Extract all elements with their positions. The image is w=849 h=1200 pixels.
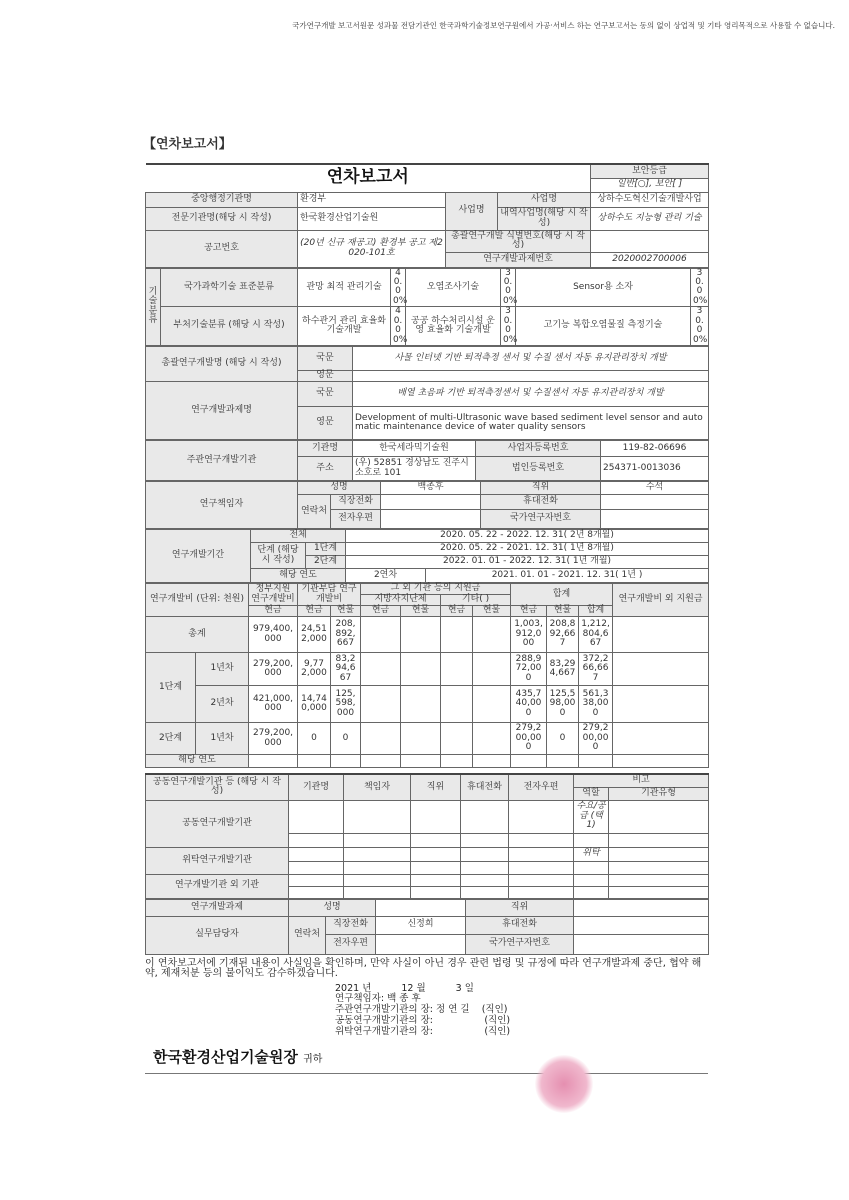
empty-cell — [509, 886, 574, 898]
subprogram-label: 내역사업명(해당 시 작성) — [498, 207, 591, 230]
empty-cell — [289, 886, 344, 898]
annual-report-form — [145, 163, 708, 1074]
empty-cell — [344, 833, 411, 847]
budget-stage: 1단계 — [146, 653, 196, 723]
official-seal-stamp — [535, 1055, 593, 1113]
empty-cell — [461, 833, 509, 847]
signer-pi: 연구책임자: 백 종 후 — [335, 993, 421, 1005]
empty-cell — [401, 723, 441, 755]
addressee-suffix: 귀하 — [303, 1054, 323, 1066]
budget-table — [145, 583, 709, 768]
lead-org-table — [145, 440, 709, 481]
empty-cell — [411, 833, 461, 847]
sum-total: 561,338,000 — [579, 686, 613, 723]
budget-year: 1년차 — [196, 653, 249, 686]
empty-cell — [461, 800, 509, 833]
program-sub-label: 사업명 — [498, 192, 591, 207]
inkind-header: 현물 — [401, 606, 441, 617]
staff-project-label: 연구개발과제 — [146, 899, 289, 916]
joint-col: 전자우편 — [509, 774, 574, 800]
outside-org-label: 연구개발기관 외 기관 — [146, 874, 289, 898]
signature-block — [335, 984, 708, 1039]
tech-item: 관망 최적 관리기술 — [298, 268, 391, 307]
staff-label: 실무담당자 — [146, 916, 289, 954]
org-cash: 0 — [298, 723, 331, 755]
date-day: 3 일 — [455, 982, 474, 994]
corpno-value: 254371-0013036 — [601, 457, 709, 481]
tech-pct: 30.00% — [691, 307, 709, 346]
form-title: 연차보고서 — [146, 164, 591, 192]
staff-researcher-no-value — [574, 934, 709, 954]
empty-cell — [609, 861, 709, 874]
pi-name-value: 백종후 — [381, 482, 481, 495]
org-inkind: 0 — [331, 723, 361, 755]
pi-table — [145, 481, 709, 529]
sum-total: 1,212,804,667 — [579, 617, 613, 653]
org-inkind: 83,294,667 — [331, 653, 361, 686]
signer-joint: 공동연구개발기관의 장: — [335, 1015, 433, 1027]
empty-cell — [361, 755, 401, 768]
date-year: 2021 년 — [335, 982, 372, 994]
gov-cash: 421,000,000 — [249, 686, 298, 723]
extra-label: 연구개발비 외 지원금 — [613, 584, 709, 617]
kor-label: 국문 — [298, 382, 353, 407]
tech-row-label: 부처기술분류 (해당 시 작성) — [161, 307, 298, 346]
empty-cell — [473, 723, 511, 755]
role-label: 역할 — [574, 787, 609, 800]
bottom-divider — [145, 1073, 708, 1074]
empty-cell — [473, 617, 511, 653]
empty-cell — [289, 874, 344, 886]
project-title-label: 연구개발과제명 — [146, 382, 298, 440]
empty-cell — [473, 653, 511, 686]
empty-cell — [547, 755, 579, 768]
eng-label: 영문 — [298, 371, 353, 382]
empty-cell — [361, 686, 401, 723]
tech-pct: 30.00% — [501, 268, 516, 307]
kor-label: 국문 — [298, 347, 353, 371]
program-value: 상하수도혁신기술개발사업 — [591, 192, 709, 207]
pi-name-label: 성명 — [298, 482, 381, 495]
empty-cell — [441, 723, 473, 755]
joint-label: 공동연구개발기관 등 (해당 시 작성) — [146, 774, 289, 800]
sum-inkind: 208,892,667 — [547, 617, 579, 653]
inkind-header: 현물 — [547, 606, 579, 617]
seal-text: (직인) — [484, 1015, 511, 1027]
pi-researcher-no-value — [601, 510, 709, 529]
budget-label: 연구개발비 (단위: 천원) — [146, 584, 249, 617]
gov-cash: 279,200,000 — [249, 653, 298, 686]
empty-cell — [401, 617, 441, 653]
empty-cell — [574, 874, 609, 886]
budget-row — [146, 723, 709, 755]
project-title-kor: 배열 초음파 기반 퇴적측정센서 및 수질센서 자동 유지관리장치 개발 — [353, 382, 709, 407]
project-title-eng: Development of multi-Ultrasonic wave based sediment level sensor and automatic maintenance device of water quality sensors — [353, 407, 709, 440]
titles-table — [145, 346, 709, 440]
empty-cell — [461, 874, 509, 886]
sum-label: 합계 — [511, 584, 613, 606]
org-inkind: 125,598,000 — [331, 686, 361, 723]
joint-org-label: 공동연구개발기관 — [146, 800, 289, 847]
addressee-name: 한국환경산업기술원장 — [153, 1048, 298, 1067]
period-stage2-label: 2단계 — [306, 556, 346, 569]
empty-cell — [289, 833, 344, 847]
bizno-label: 사업자등록번호 — [476, 441, 601, 457]
empty-cell — [441, 617, 473, 653]
program-label: 사업명 — [446, 192, 498, 230]
empty-cell — [441, 755, 473, 768]
empty-cell — [511, 755, 547, 768]
budget-current-label: 해당 연도 — [146, 755, 249, 768]
joint-col: 직위 — [411, 774, 461, 800]
eng-label: 영문 — [298, 407, 353, 440]
period-label: 연구개발기간 — [146, 530, 251, 583]
period-total-value: 2020. 05. 22 - 2022. 12. 31( 2년 8개월) — [346, 530, 709, 543]
empty-cell — [613, 723, 709, 755]
empty-cell — [609, 800, 709, 833]
sum-total: 372,266,667 — [579, 653, 613, 686]
pi-researcher-no-label: 국가연구자번호 — [481, 510, 601, 529]
inkind-header: 현물 — [331, 606, 361, 617]
staff-office-phone-value: 신정희 — [376, 916, 466, 934]
overall-title-kor: 사물 인터넷 기반 퇴적측정 센서 및 수질 센서 자동 유지관리장치 개발 — [353, 347, 709, 371]
empty-cell — [509, 847, 574, 861]
period-total-label: 전체 — [251, 530, 346, 543]
staff-email-value — [376, 934, 466, 954]
empty-cell — [249, 755, 298, 768]
empty-cell — [609, 833, 709, 847]
empty-cell — [509, 833, 574, 847]
overall-id-value — [591, 230, 709, 252]
pi-email-label: 전자우편 — [331, 510, 381, 529]
pi-position-value: 수석 — [601, 482, 709, 495]
seal-text: (직인) — [484, 1026, 511, 1038]
empty-cell — [473, 686, 511, 723]
sum-cash: 288,972,000 — [511, 653, 547, 686]
addressee — [153, 1046, 708, 1067]
empty-cell — [289, 861, 344, 874]
empty-cell — [441, 686, 473, 723]
period-stage2-value: 2022. 01. 01 - 2022. 12. 31( 1년 개월) — [346, 556, 709, 569]
staff-email-label: 전자우편 — [326, 934, 376, 954]
staff-contact-label: 연락처 — [289, 916, 326, 954]
staff-researcher-no-label: 국가연구자번호 — [466, 934, 574, 954]
empty-cell — [344, 861, 411, 874]
empty-cell — [574, 886, 609, 898]
period-current-year: 2연차 — [346, 569, 426, 583]
budget-row-total — [146, 617, 709, 653]
empty-cell — [401, 653, 441, 686]
empty-cell — [411, 874, 461, 886]
sum-cash: 435,740,000 — [511, 686, 547, 723]
period-current-value: 2021. 01. 01 - 2021. 12. 31( 1년 ) — [426, 569, 709, 583]
agency-label: 전문기관명(해당 시 작성) — [146, 207, 298, 230]
address-label: 주소 — [298, 457, 353, 481]
tech-group-label: 기술분류 — [146, 268, 161, 346]
period-current-label: 해당 연도 — [251, 569, 346, 583]
joint-col: 휴대전화 — [461, 774, 509, 800]
total-header: 합계 — [579, 606, 613, 617]
org-cash: 9,772,000 — [298, 653, 331, 686]
tech-row-label: 국가과학기술 표준분류 — [161, 268, 298, 307]
empty-cell — [473, 755, 511, 768]
staff-mobile-label: 휴대전화 — [466, 916, 574, 934]
period-stage1-label: 1단계 — [306, 543, 346, 556]
sum-cash: 1,003,912,000 — [511, 617, 547, 653]
empty-cell — [613, 617, 709, 653]
staff-position-label: 직위 — [466, 899, 574, 916]
empty-cell — [609, 874, 709, 886]
budget-row — [146, 653, 709, 686]
lead-org-label: 주관연구개발기관 — [146, 441, 298, 481]
org-label: 기관부담 연구개발비 — [298, 584, 361, 606]
pi-mobile-label: 휴대전화 — [481, 495, 601, 510]
consign-role: 위탁 — [574, 847, 609, 861]
empty-cell — [411, 886, 461, 898]
empty-cell — [461, 861, 509, 874]
budget-stage: 총계 — [146, 617, 249, 653]
type-label: 기관유형 — [609, 787, 709, 800]
tech-pct: 40.00% — [391, 307, 406, 346]
empty-cell — [509, 800, 574, 833]
tech-pct: 30.00% — [501, 307, 516, 346]
empty-cell — [609, 886, 709, 898]
tech-item: 고기능 복합오염물질 측정기술 — [516, 307, 691, 346]
tech-item: Sensor용 소자 — [516, 268, 691, 307]
period-table — [145, 529, 709, 583]
empty-cell — [461, 886, 509, 898]
seal-text: (직인) — [481, 1004, 508, 1016]
staff-position-value — [574, 899, 709, 916]
staff-table — [145, 899, 709, 955]
empty-cell — [574, 833, 609, 847]
tech-item: 하수관거 관리 효율화 기술개발 — [298, 307, 391, 346]
cash-header: 현금 — [511, 606, 547, 617]
subprogram-value: 상하수도 지능형 관리 기술 — [591, 207, 709, 230]
period-stage1-value: 2020. 05. 22 - 2021. 12. 31( 1년 8개월) — [346, 543, 709, 556]
agency-value: 한국환경산업기술원 — [298, 207, 446, 230]
empty-cell — [331, 755, 361, 768]
empty-cell — [609, 847, 709, 861]
note-label: 비고 — [574, 774, 709, 787]
corpno-label: 법인등록번호 — [476, 457, 601, 481]
pi-contact-label: 연락처 — [298, 495, 331, 529]
org-name-label: 기관명 — [298, 441, 353, 457]
staff-mobile-value — [574, 916, 709, 934]
staff-name-value — [376, 899, 466, 916]
empty-cell — [441, 653, 473, 686]
cash-header: 현금 — [361, 606, 401, 617]
pi-position-label: 직위 — [481, 482, 601, 495]
empty-cell — [289, 847, 344, 861]
overall-id-label: 총괄연구개발 식별번호(해당 시 작성) — [446, 230, 591, 252]
sum-cash: 279,200,000 — [511, 723, 547, 755]
security-value: 일반[○], 보안[ ] — [591, 178, 709, 192]
overall-title-eng — [353, 371, 709, 382]
sum-total: 279,200,000 — [579, 723, 613, 755]
notice-no-value: (20년 신규 재공고) 환경부 공고 제2020-101호 — [298, 230, 446, 267]
tech-item: 오염조사기술 — [406, 268, 501, 307]
pi-mobile-value — [601, 495, 709, 510]
budget-year: 1년차 — [196, 723, 249, 755]
empty-cell — [613, 755, 709, 768]
sum-inkind: 125,598,000 — [547, 686, 579, 723]
pi-office-phone-value — [381, 495, 481, 510]
inkind-header: 현물 — [473, 606, 511, 617]
project-no-value: 2020002700006 — [591, 252, 709, 267]
pi-office-phone-label: 직장전화 — [331, 495, 381, 510]
gov-label: 정부지원 연구개발비 — [249, 584, 298, 606]
budget-year: 2년차 — [196, 686, 249, 723]
project-no-label: 연구개발과제번호 — [446, 252, 591, 267]
date-month: 12 월 — [401, 982, 426, 994]
empty-cell — [574, 861, 609, 874]
tech-pct: 40.00% — [391, 268, 406, 307]
empty-cell — [361, 653, 401, 686]
tech-classification-table — [145, 268, 709, 347]
notice-no-label: 공고번호 — [146, 230, 298, 267]
joint-org-table — [145, 773, 709, 899]
empty-cell — [411, 847, 461, 861]
budget-stage: 2단계 — [146, 723, 196, 755]
staff-office-phone-label: 직장전화 — [326, 916, 376, 934]
address-value: (우) 52851 경상남도 진주시 소호로 101 — [353, 457, 476, 481]
org-cash: 14,740,000 — [298, 686, 331, 723]
empty-cell — [344, 847, 411, 861]
empty-cell — [411, 861, 461, 874]
cash-header: 현금 — [298, 606, 331, 617]
empty-cell — [361, 723, 401, 755]
ministry-value: 환경부 — [298, 192, 446, 207]
joint-col: 기관명 — [289, 774, 344, 800]
security-label: 보안등급 — [591, 164, 709, 178]
gov-cash: 979,400,000 — [249, 617, 298, 653]
pi-label: 연구책임자 — [146, 482, 298, 529]
consign-org-label: 위탁연구개발기관 — [146, 847, 289, 874]
empty-cell — [344, 874, 411, 886]
tech-item: 공공 하수처리시설 운영 효율화 기술개발 — [406, 307, 501, 346]
empty-cell — [289, 800, 344, 833]
signer-consign: 위탁연구개발기관의 장: — [335, 1026, 433, 1038]
empty-cell — [509, 874, 574, 886]
joint-col: 책임자 — [344, 774, 411, 800]
confirmation-statement: 이 연차보고서에 기재된 내용이 사실임을 확인하며, 만약 사실이 아닌 경우 관련 법령 및 규정에 따라 연구개발과제 중단, 협약 해약, 제재처분 등의 불이익도 감수하겠습니다. — [145, 957, 702, 979]
other-label: 그 외 기관 등의 지원금 — [361, 584, 511, 595]
header-table — [145, 163, 709, 268]
sum-inkind: 83,294,667 — [547, 653, 579, 686]
document-label: 【연차보고서】 — [143, 137, 232, 152]
empty-cell — [344, 886, 411, 898]
empty-cell — [411, 800, 461, 833]
empty-cell — [401, 686, 441, 723]
empty-cell — [613, 653, 709, 686]
cash-header: 현금 — [441, 606, 473, 617]
ministry-label: 중앙행정기관명 — [146, 192, 298, 207]
overall-title-label: 총괄연구개발명 (해당 시 작성) — [146, 347, 298, 382]
signer-lead: 주관연구개발기관의 장: 정 연 길 — [335, 1004, 470, 1016]
gov-cash: 279,200,000 — [249, 723, 298, 755]
org-inkind: 208,892,667 — [331, 617, 361, 653]
empty-cell — [579, 755, 613, 768]
org-cash: 24,512,000 — [298, 617, 331, 653]
empty-cell — [461, 847, 509, 861]
bizno-value: 119-82-06696 — [601, 441, 709, 457]
joint-role: 수요/공급 (택1) — [574, 800, 609, 833]
org-name-value: 한국세라믹기술원 — [353, 441, 476, 457]
copyright-notice: 국가연구개발 보고서원문 성과물 전담기관인 한국과학기술정보연구원에서 가공·서비스 하는 연구보고서는 동의 없이 상업적 및 기타 영리목적으로 사용할 수 없습니다. — [292, 21, 835, 30]
budget-row — [146, 686, 709, 723]
tech-pct: 30.00% — [691, 268, 709, 307]
empty-cell — [361, 617, 401, 653]
period-stage-label: 단계 (해당 시 작성) — [251, 543, 306, 569]
staff-name-label: 성명 — [289, 899, 376, 916]
cash-header: 현금 — [249, 606, 298, 617]
pi-email-value — [381, 510, 481, 529]
local-label: 지방자치단체 — [361, 595, 441, 606]
empty-cell — [401, 755, 441, 768]
empty-cell — [344, 800, 411, 833]
empty-cell — [613, 686, 709, 723]
sum-inkind: 0 — [547, 723, 579, 755]
empty-cell — [509, 861, 574, 874]
etc-label: 기타( ) — [441, 595, 511, 606]
empty-cell — [298, 755, 331, 768]
